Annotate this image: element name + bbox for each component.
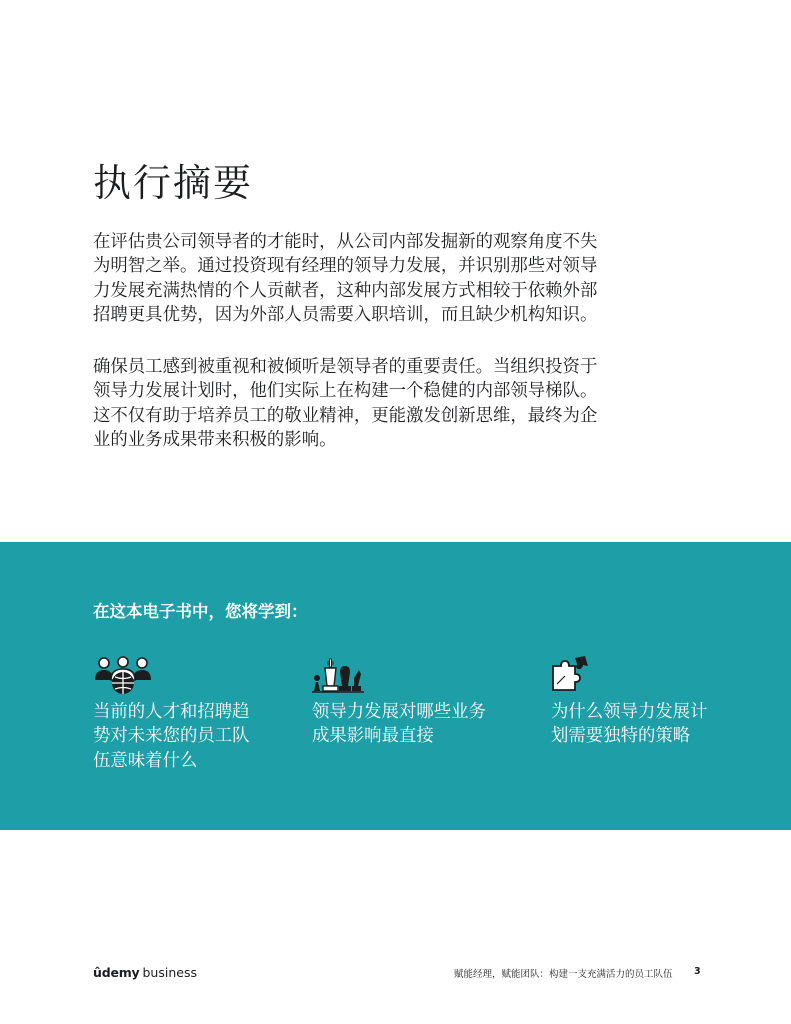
learn-item-2-text: 领导力发展对哪些业务成果影响最直接 [312, 702, 486, 747]
footer-doc-title: 赋能经理，赋能团队：构建一支充满活力的员工队伍 [454, 969, 673, 980]
udemy-business-logo [93, 965, 197, 980]
learn-item-2 [312, 656, 502, 749]
summary-paragraph-2: 确保员工感到被重视和被倾听是领导者的重要责任。当组织投资于领导力发展计划时，他们实际上在构建一个稳健的内部领导梯队。这不仅有助于培养员工的敬业精神，更能激发创新思维，最终为企业的业务成果带来积极的影响。 [93, 357, 598, 451]
page-number: 3 [694, 966, 701, 977]
learn-item-3 [551, 656, 741, 749]
learn-banner [0, 542, 791, 830]
logo-sub: business [142, 965, 197, 980]
page-footer [0, 963, 791, 987]
puzzle-piece-icon [551, 656, 611, 696]
learn-item-3-text: 为什么领导力发展计划需要独特的策略 [551, 702, 708, 747]
chess-pieces-icon [312, 656, 372, 696]
page-title: 执行摘要 [93, 161, 254, 205]
team-globe-icon [93, 656, 153, 696]
summary-paragraph-1: 在评估贵公司领导者的才能时，从公司内部发掘新的观察角度不失为明智之举。通过投资现有经理的领导力发展，并识别那些对领导力发展充满热情的个人贡献者，这种内部发展方式相较于依赖外部招聘更具优势，因为外部人员需要入职培训，而且缺少机构知识。 [93, 232, 598, 326]
logo-brand: ûdemy [93, 965, 140, 980]
learn-item-1-text: 当前的人才和招聘趋势对未来您的员工队伍意味着什么 [93, 702, 250, 771]
learn-item-1 [93, 656, 283, 773]
learn-heading: 在这本电子书中，您将学到： [93, 602, 308, 621]
